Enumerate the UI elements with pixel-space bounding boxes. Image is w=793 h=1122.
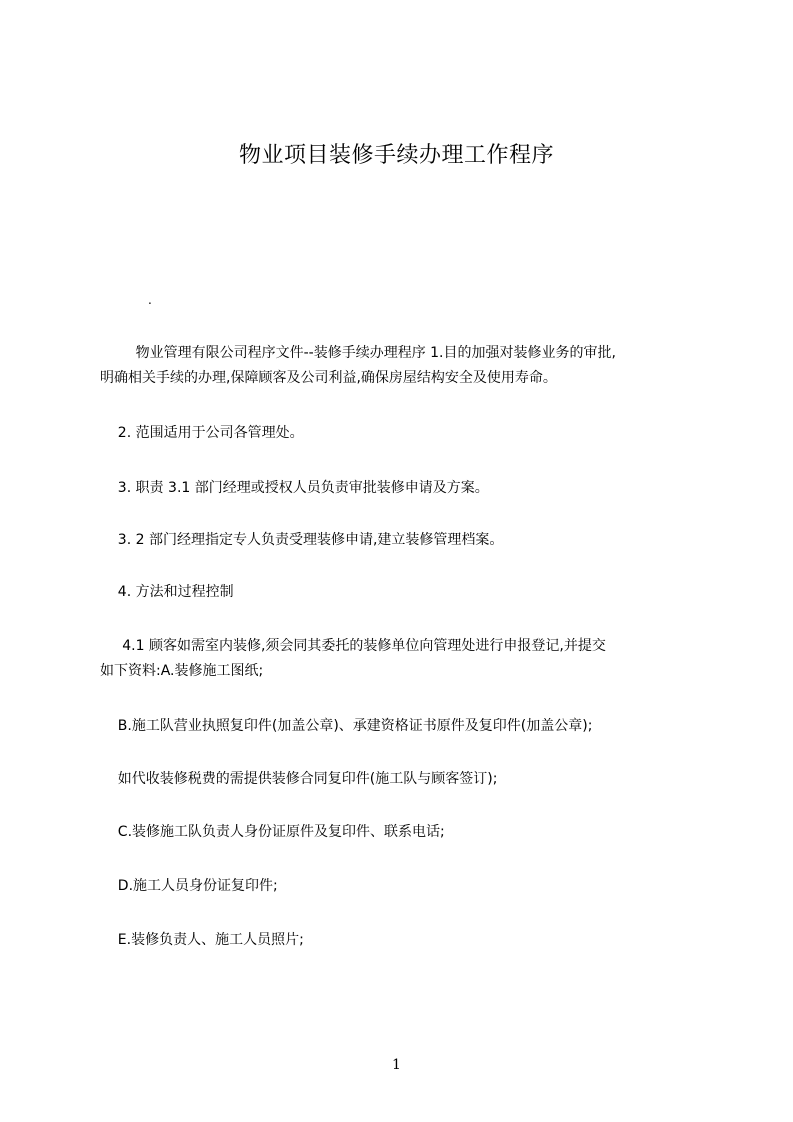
paragraph-line: C.装修施工队负责人身份证原件及复印件、联系电话; [100,824,445,840]
paragraph-scope [100,421,704,446]
paragraph-line: 4. 方法和过程控制 [100,584,234,600]
paragraph-item-d [100,874,704,899]
paragraph-line: 如下资料:A.装修施工图纸; [100,663,264,679]
paragraph-responsibility-2 [100,528,704,553]
paragraph-tax [100,767,704,792]
paragraph-line: E.装修负责人、施工人员照片; [100,932,304,948]
paragraph-item-b [100,714,704,739]
paragraph-line: 物业管理有限公司程序文件--装修手续办理程序 1.目的加强对装修业务的审批, [100,345,616,361]
paragraph-responsibility [100,476,704,501]
paragraph-item-e [100,928,704,953]
document-title: 物业项目装修手续办理工作程序 [238,143,554,168]
paragraph-line: 3. 2 部门经理指定专人负责受理装修申请,建立装修管理档案。 [100,532,504,548]
paragraph-line: B.施工队营业执照复印件(加盖公章)、承建资格证书原件及复印件(加盖公章); [100,718,593,734]
paragraph-line: D.施工人员身份证复印件; [100,878,278,894]
paragraph-method [100,580,704,605]
paragraph-line: 3. 职责 3.1 部门经理或授权人员负责审批装修申请及方案。 [100,480,489,496]
page-number: 1 [392,1057,401,1073]
paragraph-line: 4.1 顾客如需室内装修,须会同其委托的装修单位向管理处进行申报登记,并提交 [100,638,606,654]
paragraph-line: 明确相关手续的办理,保障顾客及公司利益,确保房屋结构安全及使用寿命。 [100,370,557,386]
paragraph-purpose [100,341,704,391]
paragraph-line: 如代收装修税费的需提供装修合同复印件(施工队与顾客签订); [100,771,498,787]
paragraph-4-1 [100,634,704,684]
paragraph-line: 2. 范围适用于公司各管理处。 [100,425,304,441]
paragraph-item-c [100,820,704,845]
stray-dot: . [148,293,152,307]
